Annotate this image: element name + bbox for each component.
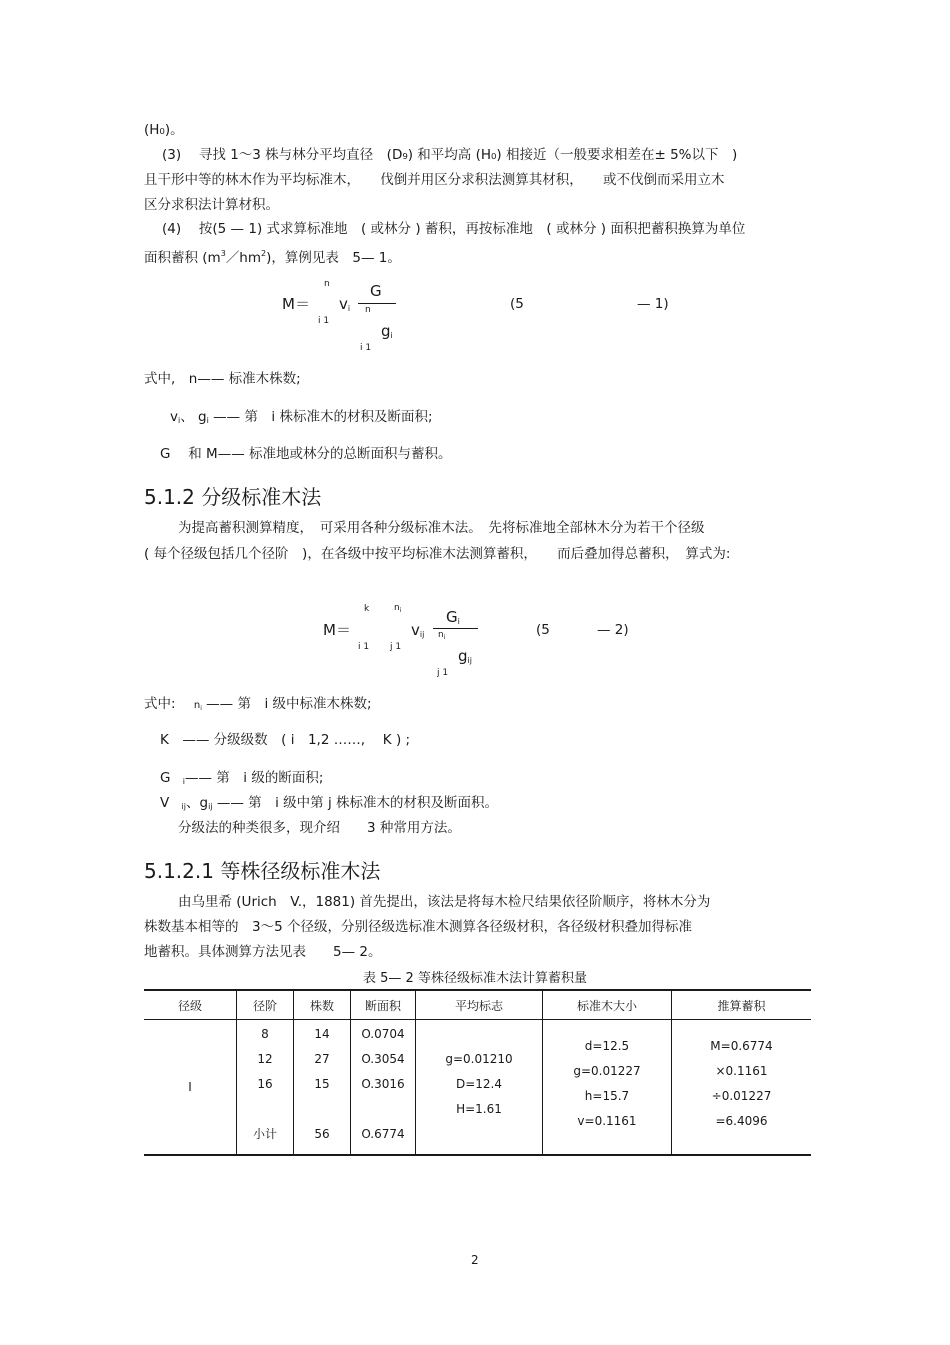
- subscript: i: [206, 416, 209, 425]
- header-count: 株数: [294, 990, 351, 1020]
- eq2-number-close: — 2): [597, 622, 629, 638]
- item-4-text-b: ／hm: [225, 250, 262, 266]
- eq2-g-symbol: g: [458, 647, 468, 665]
- standard-value: d=12.5: [584, 1039, 630, 1053]
- defs1-v: v: [170, 409, 178, 425]
- area-value: O.3054: [361, 1052, 405, 1066]
- subscript: i: [178, 416, 181, 425]
- cell-estimated-volume: [672, 1020, 812, 1155]
- section-heading-5-1-2: 5.1.2 分级标准木法: [144, 485, 322, 509]
- subscript: ij: [208, 802, 213, 811]
- sec5121-para-line-1: 由乌里希 (Urich V.，1881) 首先提出，该法是将每木检尺结果依径阶顺序，将林木分为: [178, 894, 711, 910]
- header-grade: 径级: [144, 990, 237, 1020]
- defs2-line-5: 分级法的种类很多，现介绍 3 种常用方法。: [178, 820, 461, 836]
- item-3-line-1: (3) 寻找 1～3 株与林分平均直径 (D₉) 和平均高 (H₀) 相接近（一般要求相差在± 5%以下 ): [162, 147, 738, 163]
- superscript: 2: [261, 249, 267, 258]
- subscript: ij: [467, 656, 472, 665]
- eq1-lhs: M＝: [282, 295, 310, 313]
- subscript: i: [182, 777, 185, 786]
- eq2-sum2-n: n: [394, 603, 400, 613]
- eq1-v-symbol: v: [339, 295, 348, 313]
- count-value: 27: [314, 1052, 330, 1066]
- defs1-text: —— 第 i 株标准木的材积及断面积;: [208, 409, 433, 425]
- mean-value: H=1.61: [456, 1102, 502, 1116]
- defs1-g: 、 g: [180, 409, 207, 425]
- section-heading-5-1-2-1: 5.1.2.1 等株径级标准木法: [144, 859, 381, 883]
- defs1-line-1: 式中, n—— 标准木株数;: [144, 371, 301, 387]
- eq1-number-open: (5: [510, 296, 524, 312]
- estimate-value: ×0.1161: [715, 1064, 768, 1078]
- item-3-line-3: 区分求积法计算材积。: [144, 197, 279, 213]
- eq2-denom-upper: [438, 630, 445, 641]
- subtotal-count: 56: [314, 1127, 330, 1141]
- defs2-V-text: —— 第 i 级中第 j 株标准木的材积及断面积。: [212, 795, 498, 811]
- standard-value: g=0.01227: [573, 1064, 641, 1078]
- subscript: i: [399, 607, 402, 614]
- defs2-line-3: [160, 768, 323, 792]
- defs2-prefix: 式中:: [144, 696, 176, 712]
- defs2-G-text: —— 第 i 级的断面积;: [185, 770, 324, 786]
- eq2-sum2-upper: [394, 603, 401, 614]
- eq1-sum-upper: n: [324, 279, 330, 289]
- table-row: [144, 1020, 811, 1155]
- header-diameter-class: 径阶: [237, 990, 294, 1020]
- header-standard-tree: 标准木大小: [543, 990, 672, 1020]
- cell-basal-areas: [351, 1020, 416, 1155]
- eq1-numerator: G: [370, 282, 382, 300]
- diameter-value: 12: [257, 1052, 273, 1066]
- eq1-v: [339, 295, 350, 313]
- mean-value: D=12.4: [455, 1077, 502, 1091]
- subscript: i: [443, 634, 446, 641]
- superscript: 3: [220, 249, 226, 258]
- eq2-lhs: M＝: [323, 621, 351, 639]
- subscript: ij: [419, 630, 425, 639]
- header-estimated-volume: 推算蓄积: [672, 990, 812, 1020]
- header-basal-area: 断面积: [351, 990, 416, 1020]
- subscript: i: [347, 304, 351, 313]
- eq2-denom-n: n: [438, 630, 444, 640]
- sec5121-para-line-2: 株数基本相等的 3～5 个径级，分别径级选标准木测算各径级材积，各径级材积叠加得标准: [144, 919, 692, 935]
- item-4-line-1: (4) 按(5 — 1) 式求算标准地 ( 或林分 ) 蓄积，再按标准地 ( 或林分 ) 面积把蓄积换算为单位: [162, 221, 746, 237]
- standard-value: v=0.1161: [577, 1114, 637, 1128]
- mean-value: g=0.01210: [445, 1052, 513, 1066]
- eq1-g-symbol: g: [381, 322, 391, 340]
- subscript: i: [457, 617, 460, 626]
- cell-diameter-classes: [237, 1020, 294, 1155]
- item-3-line-2: 且干形中等的林木作为平均标准木， 伐倒并用区分求积法测算其材积， 或不伐倒而采用立木: [144, 172, 725, 188]
- defs2-n: n: [193, 700, 201, 711]
- estimate-value: =6.4096: [715, 1114, 768, 1128]
- cell-grade: I: [144, 1020, 237, 1155]
- eq1-fraction-bar: [358, 303, 396, 304]
- sec512-para-line-2: ( 每个径级包括几个径阶 )，在各级中按平均标准木法测算蓄积， 而后叠加得总蓄积， 算式为:: [144, 546, 731, 562]
- sec5121-para-line-3: 地蓄积。具体测算方法见表 5— 2。: [144, 944, 382, 960]
- subtotal-area: O.6774: [361, 1127, 405, 1141]
- defs2-line-4: [160, 793, 498, 817]
- table-header-row: [144, 990, 811, 1020]
- intro-line-0: (H₀)。: [144, 122, 184, 138]
- eq2-G: G: [446, 608, 458, 626]
- eq1-g: [381, 322, 393, 340]
- eq2-numerator: [446, 608, 460, 626]
- item-4-text-c: )，算例见表 5— 1。: [266, 250, 401, 266]
- eq2-fraction-bar: [433, 628, 478, 629]
- diameter-value: 8: [261, 1027, 269, 1041]
- defs2-n-text: —— 第 i 级中标准木株数;: [201, 696, 372, 712]
- eq1-denom-lower: i 1: [360, 343, 372, 353]
- volume-table: [144, 989, 811, 1156]
- eq2-v: [411, 621, 424, 639]
- header-mean-indicator: 平均标志: [416, 990, 543, 1020]
- defs2-g: 、g: [186, 795, 209, 811]
- eq1-sum-lower: i 1: [318, 316, 330, 326]
- subscript: i: [390, 331, 393, 340]
- eq1-number-close: — 1): [637, 296, 669, 312]
- subscript: i: [200, 705, 202, 712]
- defs2-G: G: [160, 770, 171, 786]
- eq2-sum1-lower: i 1: [358, 642, 370, 652]
- eq1-denom-upper: n: [365, 305, 371, 315]
- cell-mean-indicator: [416, 1020, 543, 1155]
- sec512-para-line-1: 为提高蓄积测算精度， 可采用各种分级标准木法。 先将标准地全部林木分为若干个径级: [178, 520, 705, 536]
- area-value: O.3016: [361, 1077, 405, 1091]
- defs1-line-3: G 和 M—— 标准地或林分的总断面积与蓄积。: [160, 446, 452, 462]
- cell-counts: [294, 1020, 351, 1155]
- subtotal-label: 小计: [252, 1127, 277, 1141]
- item-4-text-a: 面积蓄积 (m: [144, 250, 221, 266]
- defs2-line-2: K —— 分级级数 ( i 1,2 ……, K ) ;: [160, 732, 411, 748]
- standard-value: h=15.7: [584, 1089, 630, 1103]
- cell-standard-tree: [543, 1020, 672, 1155]
- diameter-value: 16: [257, 1077, 273, 1091]
- estimate-value: ÷0.01227: [711, 1089, 772, 1103]
- eq2-sum1-upper: k: [364, 604, 370, 614]
- eq2-sum2-lower: j 1: [390, 642, 402, 652]
- estimate-value: M=0.6774: [710, 1039, 773, 1053]
- defs1-line-2: [170, 407, 433, 431]
- eq2-g: [458, 647, 472, 665]
- eq2-denom-lower: j 1: [437, 668, 449, 678]
- page-number: 2: [471, 1253, 479, 1267]
- defs2-line-1: [144, 694, 372, 719]
- count-value: 15: [314, 1077, 330, 1091]
- eq2-number-open: (5: [536, 622, 550, 638]
- area-value: O.0704: [361, 1027, 405, 1041]
- item-4-line-2: [144, 244, 401, 268]
- defs2-V: V: [160, 795, 170, 811]
- eq2-v-symbol: v: [411, 621, 420, 639]
- subscript: ij: [181, 802, 186, 811]
- table-caption: 表 5— 2 等株径级标准木法计算蓄积量: [363, 971, 587, 986]
- count-value: 14: [314, 1027, 330, 1041]
